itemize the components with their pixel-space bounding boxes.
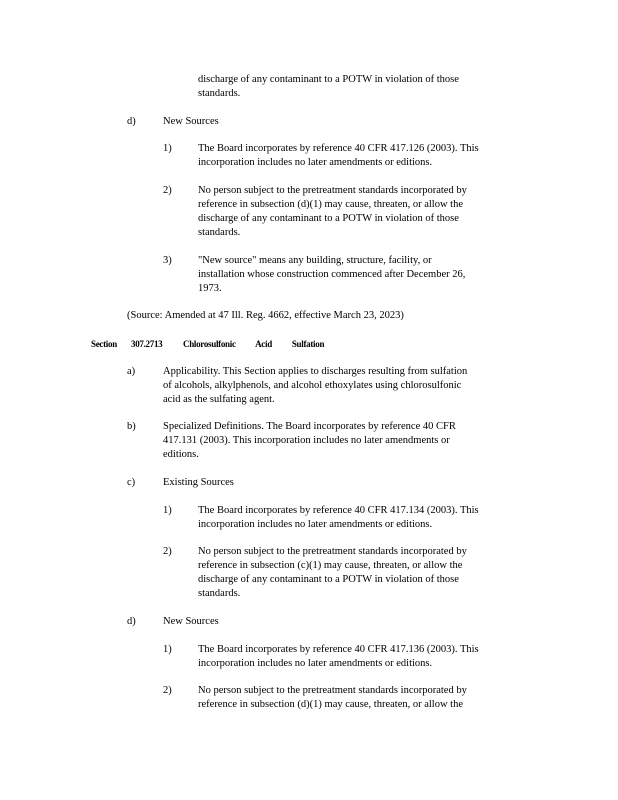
text-line: The Board incorporates by reference 40 CFR 417.136 (2003). This: [198, 644, 479, 655]
text-line: standards.: [198, 227, 241, 238]
continuation-paragraph: [198, 73, 459, 101]
section-title: Chlorosulfonic Acid Sulfation: [183, 339, 325, 349]
text-line: 1973.: [198, 283, 222, 294]
item-label: 2): [163, 546, 172, 557]
item-label: 1): [163, 143, 172, 154]
subsection-label-d: d): [127, 616, 136, 627]
text-line: No person subject to the pretreatment standards incorporated by: [198, 685, 467, 696]
text-line: No person subject to the pretreatment standards incorporated by: [198, 546, 467, 557]
item-paragraph: [198, 254, 465, 296]
item-paragraph: [198, 643, 479, 671]
text-line: incorporation includes no later amendments or editions.: [198, 157, 433, 168]
subsection-title-existing-sources: Existing Sources: [163, 477, 234, 488]
item-paragraph: [198, 142, 479, 170]
text-line: 417.131 (2003). This incorporation includes no later amendments or: [163, 435, 450, 446]
text-line: reference in subsection (d)(1) may cause, threaten, or allow the: [198, 199, 464, 210]
subsection-title-new-sources: New Sources: [163, 616, 219, 627]
section-number: 307.2713: [131, 339, 163, 349]
source-note: (Source: Amended at 47 Ill. Reg. 4662, effective March 23, 2023): [127, 310, 404, 321]
subsection-label-d: d): [127, 116, 136, 127]
text-line: discharge of any contaminant to a POTW in violation of those: [198, 74, 459, 85]
text-line: installation whose construction commenced after December 26,: [198, 269, 466, 280]
subsection-label-b: b): [127, 421, 136, 432]
text-line: acid as the sulfating agent.: [163, 394, 275, 405]
text-line: incorporation includes no later amendments or editions.: [198, 519, 433, 530]
item-label: 3): [163, 255, 172, 266]
text-line: The Board incorporates by reference 40 CFR 417.126 (2003). This: [198, 143, 479, 154]
item-paragraph: [198, 545, 467, 601]
subsection-label-c: c): [127, 477, 136, 488]
definitions-paragraph: [163, 420, 456, 462]
item-label: 1): [163, 505, 172, 516]
applicability-paragraph: [163, 365, 467, 407]
item-label: 2): [163, 185, 172, 196]
text-line: Applicability. This Section applies to discharges resulting from sulfation: [163, 366, 468, 377]
text-line: standards.: [198, 588, 241, 599]
item-label: 1): [163, 644, 172, 655]
text-line: The Board incorporates by reference 40 CFR 417.134 (2003). This: [198, 505, 479, 516]
text-line: editions.: [163, 449, 199, 460]
subsection-label-a: a): [127, 366, 136, 377]
text-line: "New source" means any building, structure, facility, or: [198, 255, 432, 266]
item-paragraph: [198, 184, 467, 240]
text-line: reference in subsection (d)(1) may cause, threaten, or allow the: [198, 699, 464, 710]
text-line: Specialized Definitions. The Board incorporates by reference 40 CFR: [163, 421, 456, 432]
text-line: discharge of any contaminant to a POTW in violation of those: [198, 213, 459, 224]
text-line: No person subject to the pretreatment standards incorporated by: [198, 185, 467, 196]
subsection-title-new-sources: New Sources: [163, 116, 219, 127]
text-line: incorporation includes no later amendments or editions.: [198, 658, 433, 669]
item-paragraph: [198, 504, 479, 532]
text-line: discharge of any contaminant to a POTW in violation of those: [198, 574, 459, 585]
text-line: reference in subsection (c)(1) may cause, threaten, or allow the: [198, 560, 463, 571]
section-label: Section: [91, 339, 117, 349]
text-line: standards.: [198, 88, 241, 99]
item-paragraph: [198, 684, 467, 712]
text-line: of alcohols, alkylphenols, and alcohol ethoxylates using chlorosulfonic: [163, 380, 462, 391]
item-label: 2): [163, 685, 172, 696]
